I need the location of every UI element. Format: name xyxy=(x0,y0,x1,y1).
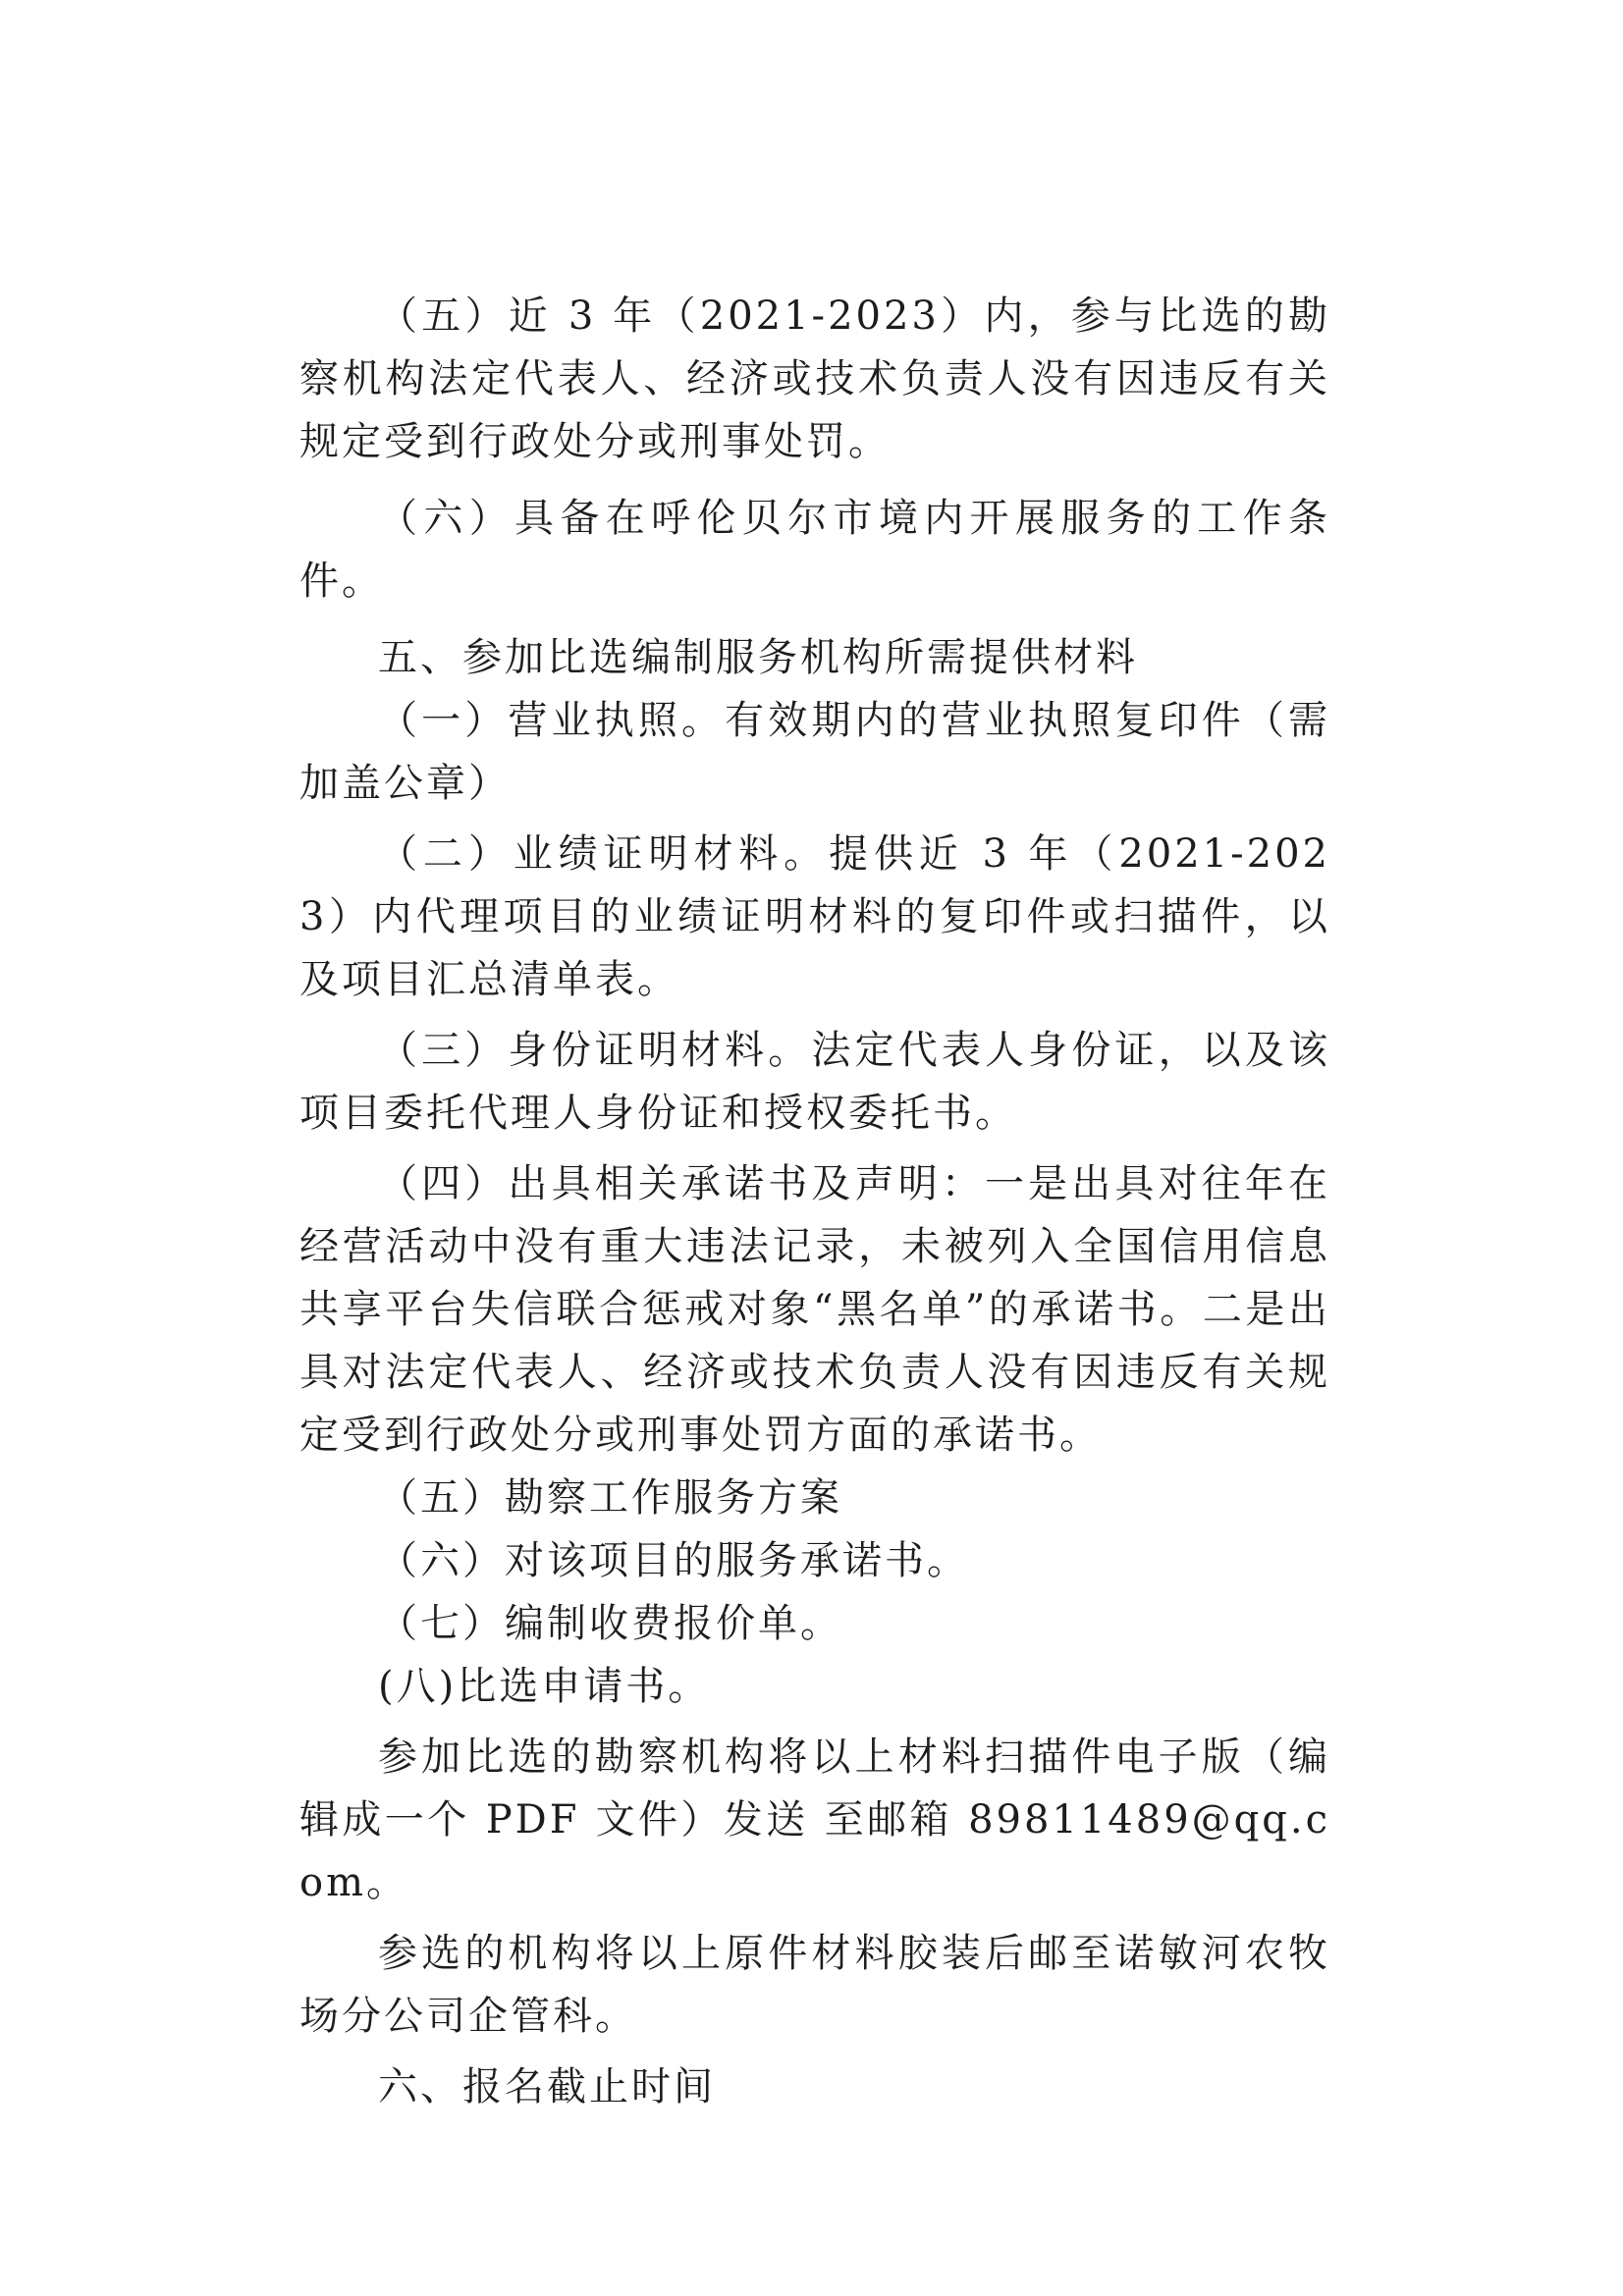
paragraph-material-2: （二）业绩证明材料。提供近 3 年（2021-2023）内代理项目的业绩证明材料的复印件或扫描件，以及项目汇总清单表。 xyxy=(299,831,1330,1002)
paragraph-submission-mail: 参选的机构将以上原件材料胶装后邮至诺敏河农牧场分公司企管科。 xyxy=(299,1931,1330,2039)
document-body xyxy=(299,285,1330,2118)
paragraph-material-8: (八)比选申请书。 xyxy=(378,1664,711,1709)
paragraph-material-7: （七）编制收费报价单。 xyxy=(378,1601,842,1646)
paragraph-material-6: （六）对该项目的服务承诺书。 xyxy=(378,1538,969,1583)
paragraph-material-1: （一）营业执照。有效期内的营业执照复印件（需加盖公章） xyxy=(299,698,1330,806)
paragraph-material-4: （四）出具相关承诺书及声明：一是出具对往年在经营活动中没有重大违法记录，未被列入全国信用信息共享平台失信联合惩戒对象“黑名单”的承诺书。二是出具对法定代表人、经济或技术负责人没有因违反有关规定受到行政处分或刑事处罚方面的承诺书。 xyxy=(299,1161,1330,1458)
section-heading-deadline: 六、报名截止时间 xyxy=(378,2064,716,2109)
paragraph-submission-email: 参加比选的勘察机构将以上材料扫描件电子版（编辑成一个 PDF 文件）发送 至邮箱 89811489@qq.com。 xyxy=(299,1735,1330,1905)
paragraph-qualification-6: （六）具备在呼伦贝尔市境内开展服务的工作条件。 xyxy=(299,496,1330,604)
section-heading-materials: 五、参加比选编制服务机构所需提供材料 xyxy=(378,635,1138,680)
paragraph-material-3: （三）身份证明材料。法定代表人身份证，以及该项目委托代理人身份证和授权委托书。 xyxy=(299,1028,1330,1136)
paragraph-material-5: （五）勘察工作服务方案 xyxy=(378,1475,842,1521)
paragraph-qualification-5: （五）近 3 年（2021-2023）内，参与比选的勘察机构法定代表人、经济或技术负责人没有因违反有关规定受到行政处分或刑事处罚。 xyxy=(299,294,1330,464)
